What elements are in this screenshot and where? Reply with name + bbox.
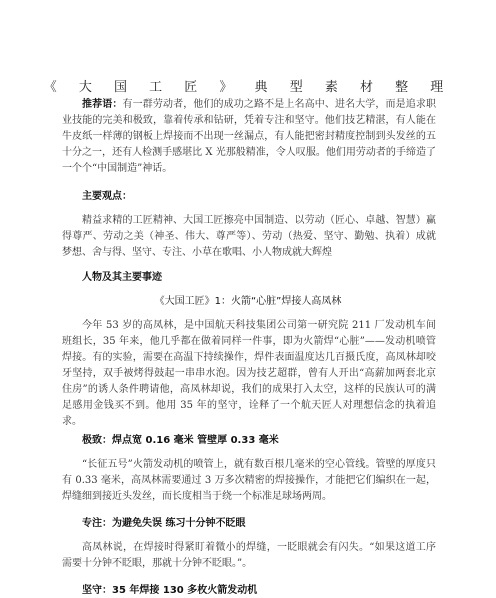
recommendation-label: 推荐语： (82, 99, 123, 110)
section-heading: 坚守：35 年焊接 130 多枚火箭发动机 (82, 585, 258, 596)
recommendation-paragraph (62, 97, 436, 177)
story-intro: 今年 53 岁的高凤林，是中国航天科技集团公司第一研究院 211 厂发动机车间班组长，35 年来，他几乎都在做着同样一件事，即为火箭焊“心脏”——发动机喷管焊接。有的实验，需要在高温下持续操作，焊件表面温度达几百摄氏度，高凤林却咬牙坚持，双手被烤得鼓起一串串水泡。因为技艺超群，曾有人开出“高薪加两套北京住房”的诱人条件聘请他，高凤林却说，我们的成果打入太空，这样的民族认可的满足感用金钱买不到。他用 35 年的坚守，诠释了一个航天匠人对理想信念的执着追求。 (62, 320, 436, 427)
section-heading: 极致：焊点宽 0.16 毫米 管壁厚 0.33 毫米 (82, 435, 279, 446)
recommendation-text: 有一群劳动者，他们的成功之路不是上名高中、进名大学，而是追求职业技能的完美和极致，靠着传承和钻研，凭着专注和坚守。他们技艺精湛，有人能在牛皮纸一样薄的钢板上焊接而不出现一丝漏点，有人能把密封精度控制到头发丝的五十分之一，还有人检测手感堪比 X 光那般精准，令人叹服。他们用劳动者的手缔造了一个个“中国制造”神话。 (62, 99, 437, 174)
section-text: 高凤林说，在焊接时得紧盯着微小的焊缝，一眨眼就会有闪失。“如果这道工序需要十分钟不眨眼，那就十分钟不眨眼。”。 (62, 542, 436, 569)
section-text: “长征五号”火箭发动机的喷管上，就有数百根几毫米的空心管线。管壁的厚度只有 0.33 毫米，高凤林需要通过 3 万多次精密的焊接操作，才能把它们编织在一起，焊缝细到接近头发丝，而长度相当于绕一个标准足球场两周。 (62, 459, 436, 502)
story-title: 《大国工匠》1：火箭“心脏”焊接人高凤林 (154, 296, 342, 307)
main-points-text: 精益求精的工匠精神、大国工匠擦亮中国制造、以劳动（匠心、卓越、智慧）赢得尊严、劳动之美（神圣、伟大、尊严等）、劳动（热爱、坚守、勤勉、执着）成就梦想、舍与得、坚守、专注、小草在歌唱、小人物成就大辉煌 (62, 215, 436, 258)
main-points-heading: 主要观点： (82, 191, 132, 202)
document-title: 《 大 国 工 匠 》 典 型 素 材 整 理 (43, 80, 453, 95)
section-heading: 专注：为避免失误 练习十分钟不眨眼 (82, 518, 246, 529)
people-heading: 人物及其主要事迹 (82, 272, 162, 283)
